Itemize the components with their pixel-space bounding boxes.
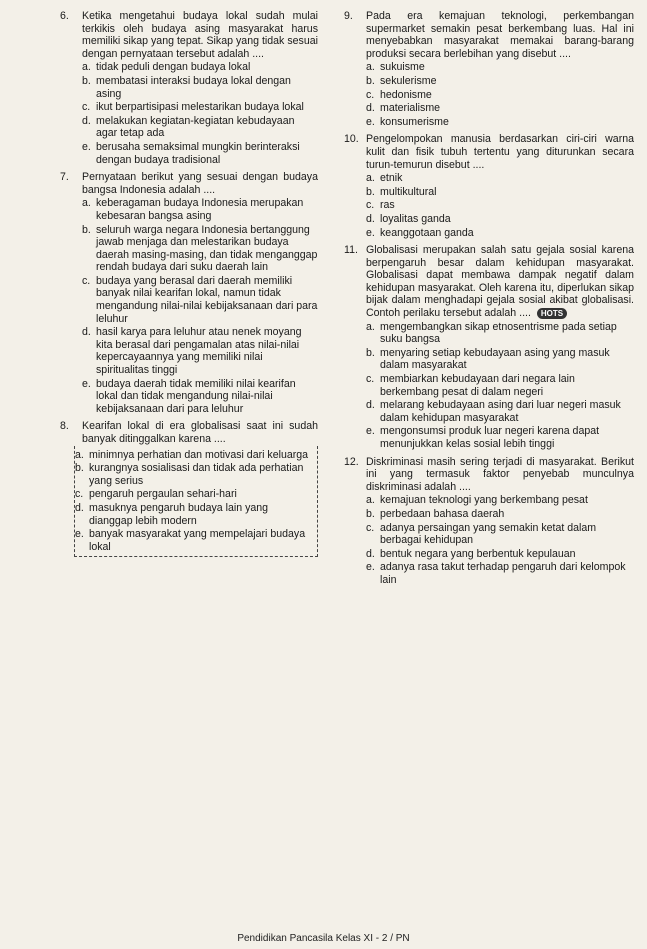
option-text: masuknya pengaruh budaya lain yang dianggap lebih modern	[89, 501, 269, 527]
question-text	[82, 171, 318, 196]
question-stem	[344, 456, 634, 494]
option-text: melarang kebudayaan asing dari luar negeri masuk dalam kehidupan masyarakat	[380, 399, 621, 424]
answer-option[interactable]	[82, 61, 318, 74]
option-letter: b.	[82, 223, 91, 236]
option-letter: c.	[82, 274, 91, 287]
option-text: pengaruh pergaulan sehari-hari	[89, 488, 237, 501]
answer-option[interactable]	[366, 399, 634, 424]
option-text: materialisme	[380, 102, 441, 115]
option-text: minimnya perhatian dan motivasi dari keluarga	[89, 448, 309, 461]
answer-option[interactable]	[82, 141, 318, 166]
option-letter: e.	[75, 528, 84, 541]
option-letter: a.	[366, 172, 375, 185]
option-text: bentuk negara yang berbentuk kepulauan	[380, 547, 576, 560]
question-stem	[344, 133, 634, 171]
question-item	[344, 10, 634, 128]
option-letter: b.	[366, 185, 375, 198]
hots-badge: HOTS	[537, 308, 567, 319]
option-letter: b.	[366, 74, 375, 87]
option-letter: e.	[366, 115, 375, 128]
option-text: kurangnya sosialisasi dan tidak ada perhatian yang serius	[89, 462, 304, 487]
option-text: hedonisme	[380, 88, 432, 101]
option-text: keanggotaan ganda	[380, 226, 474, 239]
option-letter: a.	[366, 494, 375, 507]
answer-option[interactable]	[366, 172, 634, 185]
page-footer: Pendidikan Pancasila Kelas XI - 2 / PN	[237, 933, 410, 944]
answer-option[interactable]	[366, 508, 634, 521]
option-letter: a.	[366, 320, 375, 333]
option-letter: e.	[82, 377, 91, 390]
question-text	[366, 133, 634, 171]
question-number: 9.	[344, 10, 353, 22]
option-text: loyalitas ganda	[380, 212, 451, 225]
option-letter: d.	[366, 102, 375, 115]
question-number: 11.	[344, 244, 358, 257]
option-text: multikultural	[380, 185, 437, 198]
answer-option[interactable]	[366, 561, 634, 586]
question-stem	[60, 171, 318, 196]
answer-options	[366, 172, 634, 239]
answer-option[interactable]	[366, 425, 634, 450]
option-letter: d.	[366, 212, 375, 225]
answer-option[interactable]	[82, 224, 318, 274]
option-text: sukuisme	[380, 61, 425, 74]
option-letter: c.	[366, 373, 375, 386]
option-letter: a.	[82, 61, 91, 74]
option-letter: d.	[75, 501, 84, 514]
question-item	[60, 420, 318, 557]
question-item	[60, 171, 318, 415]
option-text: melakukan kegiatan-kegiatan kebudayaan agar tetap ada	[96, 114, 295, 140]
question-text-content: Diskriminasi masih sering terjadi di masyarakat. Berikut ini yang termasuk faktor penyebab munculnya diskriminasi adalah ....	[366, 455, 634, 493]
option-text: budaya yang berasal dari daerah memiliki banyak nilai kearifan lokal, namun tidak mengandung nilai-nilai kebijaksanaan dari para leluhur	[96, 274, 318, 325]
question-item	[344, 456, 634, 587]
answer-option[interactable]	[366, 75, 634, 88]
answer-option[interactable]	[366, 61, 634, 74]
question-stem	[344, 244, 634, 320]
option-letter: d.	[366, 399, 375, 412]
answer-option[interactable]	[75, 502, 311, 527]
question-text-content: Globalisasi merupakan salah satu gejala sosial karena berpengaruh besar dalam kehidupan masyarakat. Globalisasi dapat membawa dampak negatif dalam kehidupan masyarakat. Oleh karena itu, diperlukan sikap bijak dalam menghadapi gejala sosial akibat globalisasi. Contoh perilaku tersebut adalah ....	[366, 244, 634, 320]
answer-option[interactable]	[366, 227, 634, 240]
question-number: 8.	[60, 420, 69, 433]
option-letter: c.	[366, 88, 375, 101]
answer-option[interactable]	[366, 373, 634, 398]
question-number: 12.	[344, 455, 359, 468]
question-text	[82, 420, 318, 445]
answer-options	[366, 494, 634, 586]
option-letter: c.	[366, 521, 375, 534]
option-text: konsumerisme	[380, 115, 449, 128]
option-text: berusaha semaksimal mungkin berinteraksi dengan budaya tradisional	[96, 140, 300, 166]
answer-option[interactable]	[82, 75, 318, 100]
option-text: perbedaan bahasa daerah	[380, 507, 505, 520]
option-text: banyak masyarakat yang mempelajari budaya lokal	[89, 528, 306, 553]
question-item	[344, 133, 634, 239]
answer-option[interactable]	[366, 213, 634, 226]
option-text: etnik	[380, 172, 403, 185]
answer-option[interactable]	[82, 326, 318, 376]
question-stem	[60, 420, 318, 445]
option-letter: b.	[366, 346, 375, 359]
question-text	[366, 244, 634, 320]
question-item	[60, 10, 318, 166]
option-text: hasil karya para leluhur atau nenek moyang kita berasal dari pengamalan atas nilai-nilai kepercayaannya yang memiliki nilai spiritualitas tinggi	[96, 326, 302, 377]
option-letter: c.	[366, 199, 375, 212]
answer-option[interactable]	[366, 199, 634, 212]
answer-option[interactable]	[366, 494, 634, 507]
question-text	[366, 456, 634, 494]
question-text-content: Kearifan lokal di era globalisasi saat ini sudah banyak ditinggalkan karena ....	[82, 420, 318, 445]
option-letter: e.	[366, 561, 375, 574]
question-text	[82, 10, 318, 60]
question-text-content: Pernyataan berikut yang sesuai dengan budaya bangsa Indonesia adalah ....	[82, 171, 318, 196]
option-text: seluruh warga negara Indonesia bertanggung jawab menjaga dan melestarikan budaya daerah masing-masing, dan tidak menganggap rendah budaya dari suku daerah lain	[96, 223, 318, 274]
option-text: adanya persaingan yang semakin ketat dalam berbagai kehidupan	[380, 521, 597, 547]
answer-option[interactable]	[366, 522, 634, 547]
question-text-content: Pada era kemajuan teknologi, perkembangan supermarket semakin pesat berkembang luas. Hal ini menyebabkan masyarakat memakai barang-barang produksi secara berlebihan yang disebut ....	[366, 10, 634, 60]
question-item	[344, 244, 634, 451]
answer-option[interactable]	[75, 528, 311, 553]
option-letter: a.	[366, 61, 375, 74]
option-letter: a.	[82, 197, 91, 210]
option-letter: e.	[366, 425, 375, 438]
option-letter: d.	[82, 114, 91, 127]
question-text	[366, 10, 634, 60]
option-letter: e.	[366, 226, 375, 239]
option-letter: a.	[75, 448, 84, 461]
option-text: mengembangkan sikap etnosentrisme pada setiap suku bangsa	[380, 320, 617, 346]
option-text: menyaring setiap kebudayaan asing yang masuk dalam masyarakat	[380, 346, 610, 372]
right-column	[344, 10, 634, 592]
answer-options	[366, 321, 634, 451]
answer-options	[82, 61, 318, 166]
option-letter: c.	[82, 101, 91, 114]
option-text: membiarkan kebudayaan dari negara lain berkembang pesat di dalam negeri	[380, 373, 575, 398]
question-number: 7.	[60, 171, 69, 184]
option-text: keberagaman budaya Indonesia merupakan kebesaran bangsa asing	[96, 197, 304, 222]
option-letter: e.	[82, 140, 91, 153]
option-text: mengonsumsi produk luar negeri karena dapat menunjukkan kelas sosial lebih tinggi	[380, 425, 600, 450]
question-text-content: Ketika mengetahui budaya lokal sudah mulai terkikis oleh budaya asing masyarakat harus memiliki sikap yang tepat. Sikap yang tidak sesuai dengan pernyataan tersebut adalah ....	[82, 10, 318, 60]
option-text: ras	[380, 199, 395, 212]
answer-options	[366, 61, 634, 128]
option-letter: b.	[75, 462, 84, 475]
option-text: tidak peduli dengan budaya lokal	[96, 61, 251, 74]
question-number: 6.	[60, 10, 69, 22]
question-number: 10.	[344, 133, 359, 146]
answer-option[interactable]	[82, 101, 318, 114]
option-text: adanya rasa takut terhadap pengaruh dari kelompok lain	[380, 561, 626, 586]
option-letter: b.	[366, 507, 375, 520]
answer-option[interactable]	[366, 102, 634, 115]
option-letter: c.	[75, 488, 84, 501]
option-text: kemajuan teknologi yang berkembang pesat	[380, 494, 588, 507]
answer-option[interactable]	[366, 347, 634, 372]
answer-option[interactable]	[366, 116, 634, 129]
option-letter: d.	[366, 547, 375, 560]
answer-option[interactable]	[75, 488, 311, 501]
left-column	[60, 10, 318, 562]
question-stem	[60, 10, 318, 60]
answer-option[interactable]	[75, 449, 311, 462]
option-text: budaya daerah tidak memiliki nilai kearifan lokal dan tidak mengandung nilai-nilai kebijaksanaan dari para leluhur	[96, 377, 296, 415]
answer-option[interactable]	[82, 115, 318, 140]
answer-option[interactable]	[366, 186, 634, 199]
option-text: ikut berpartisipasi melestarikan budaya lokal	[96, 101, 304, 114]
answer-option[interactable]	[82, 197, 318, 222]
option-letter: d.	[82, 326, 91, 339]
answer-option[interactable]	[366, 548, 634, 561]
answer-option[interactable]	[75, 462, 311, 487]
answer-option[interactable]	[82, 378, 318, 416]
answer-option[interactable]	[366, 321, 634, 346]
option-text: sekulerisme	[380, 74, 437, 87]
question-stem	[344, 10, 634, 60]
option-letter: b.	[82, 74, 91, 87]
question-text-content: Pengelompokan manusia berdasarkan ciri-ciri warna kulit dan fisik tubuh tertentu yang diturunkan secara turun-temurun disebut ....	[366, 133, 634, 171]
answer-option[interactable]	[366, 89, 634, 102]
option-text: membatasi interaksi budaya lokal dengan asing	[96, 74, 291, 100]
answer-options	[82, 197, 318, 415]
answer-option[interactable]	[82, 275, 318, 325]
answer-options	[74, 446, 318, 558]
